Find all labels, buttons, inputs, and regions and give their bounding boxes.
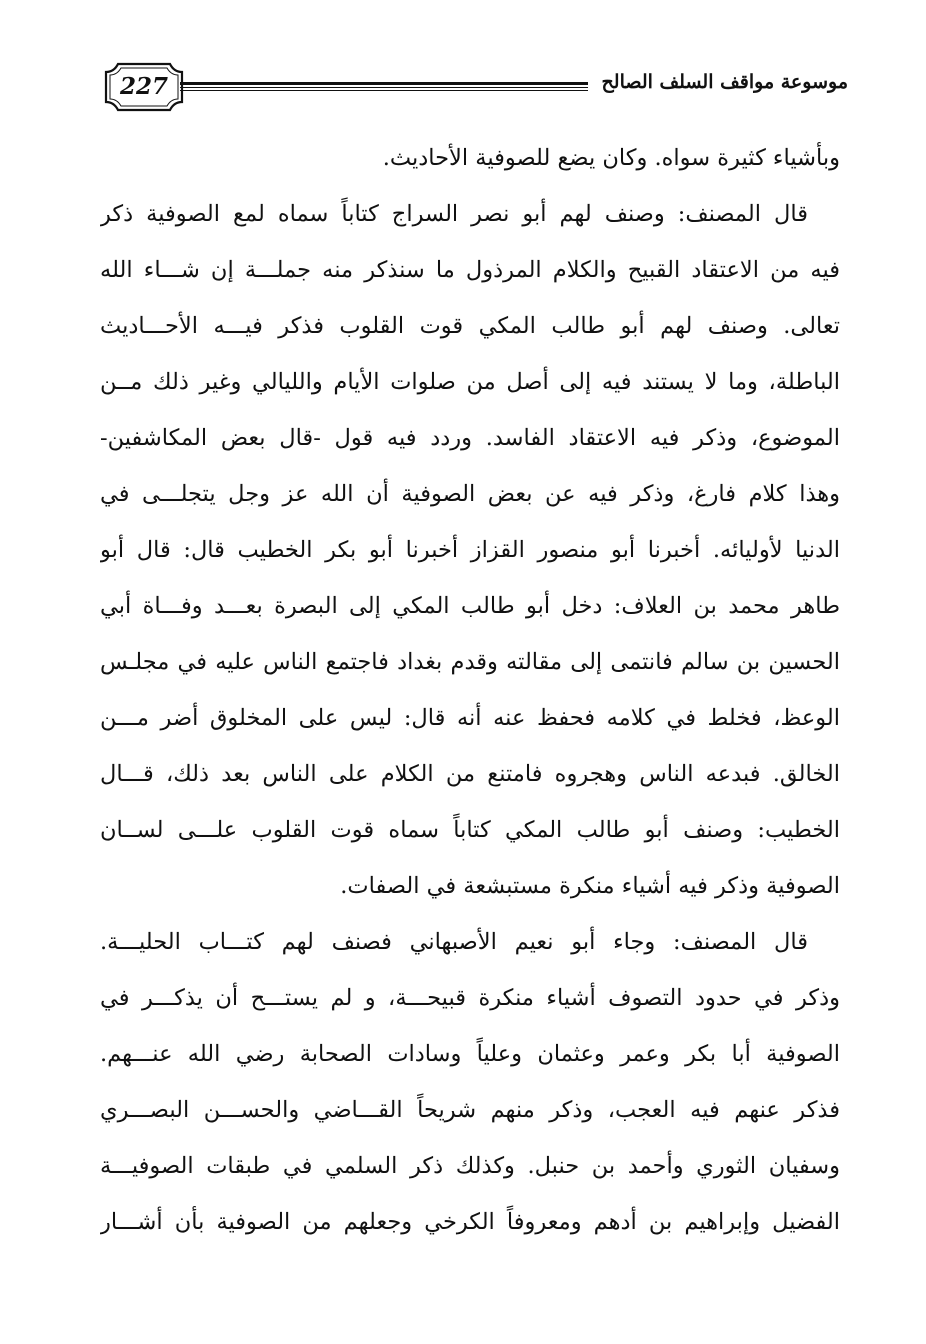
text-line: وذكر في حدود التصوف أشياء منكرة قبيحـــة، و لم يستـــح أن يذكـــر في <box>100 985 840 1011</box>
page-number-badge <box>104 58 184 116</box>
text-line: فذكر عنهم فيه العجب، وذكر منهم شريحاً القـــاضي والحســـن البصـــري <box>100 1097 840 1123</box>
page-number: 227 <box>119 73 168 100</box>
text-line: الحسين بن سالم فانتمى إلى مقالته وقدم بغداد فاجتمع الناس عليه في مجلـس <box>100 649 840 675</box>
text-line: قال المصنف: وجاء أبو نعيم الأصبهاني فصنف لهم كتـــاب الحليـــة. <box>100 929 808 955</box>
text-line: الموضوع، وذكر فيه الاعتقاد الفاسد. وردد فيه قول -قال بعض المكاشفين- <box>100 425 840 451</box>
text-line: تعالى. وصنف لهم أبو طالب المكي قوت القلوب فذكر فيـــه الأحـــاديث <box>100 313 840 339</box>
text-line: الفضيل وإبراهيم بن أدهم ومعروفاً الكرخي وجعلهم من الصوفية بأن أشـــار <box>100 1209 840 1235</box>
text-line: فيه من الاعتقاد القبيح والكلام المرذول ما سنذكر منه جملـــة إن شـــاء الله <box>100 257 840 283</box>
text-line: قال المصنف: وصنف لهم أبو نصر السراج كتاباً سماه لمع الصوفية ذكر <box>100 201 808 227</box>
text-line: الصوفية وذكر فيه أشياء منكرة مستبشعة في الصفات. <box>340 873 840 899</box>
text-line: الخطيب: وصنف أبو طالب المكي كتاباً سماه قوت القلوب علـــى لســان <box>100 817 840 843</box>
page-header <box>104 58 848 120</box>
text-line: وبأشياء كثيرة سواه. وكان يضع للصوفية الأحاديث. <box>382 145 840 171</box>
running-title: موسوعة مواقف السلف الصالح <box>601 71 848 93</box>
text-line: الدنيا لأوليائه. أخبرنا أبو منصور القزاز أخبرنا أبو بكر الخطيب قال: قال أبو <box>100 537 840 563</box>
text-line: الخالق. فبدعه الناس وهجروه فامتنع من الكلام على الناس بعد ذلك، قـــال <box>100 761 840 787</box>
text-line: طاهر محمد بن العلاف: دخل أبو طالب المكي إلى البصرة بعـــد وفـــاة أبي <box>100 593 840 619</box>
text-line: وهذا كلام فارغ، وذكر فيه عن بعض الصوفية أن الله عز وجل يتجلـــى في <box>100 481 840 507</box>
text-line: وسفيان الثوري وأحمد بن حنبل. وكذلك ذكر السلمي في طبقات الصوفيـــة <box>100 1153 840 1179</box>
text-line: الباطلة، وما لا يستند فيه إلى أصل من صلوات الأيام والليالي وغير ذلك مــن <box>100 369 840 395</box>
body-text <box>100 130 840 1250</box>
text-line: الوعظ، فخلط في كلامه فحفظ عنه أنه قال: ليس على المخلوق أضر مـــن <box>100 705 840 731</box>
text-line: الصوفية أبا بكر وعمر وعثمان وعلياً وسادات الصحابة رضي الله عنـــهم. <box>100 1041 840 1067</box>
header-rule <box>180 82 588 91</box>
